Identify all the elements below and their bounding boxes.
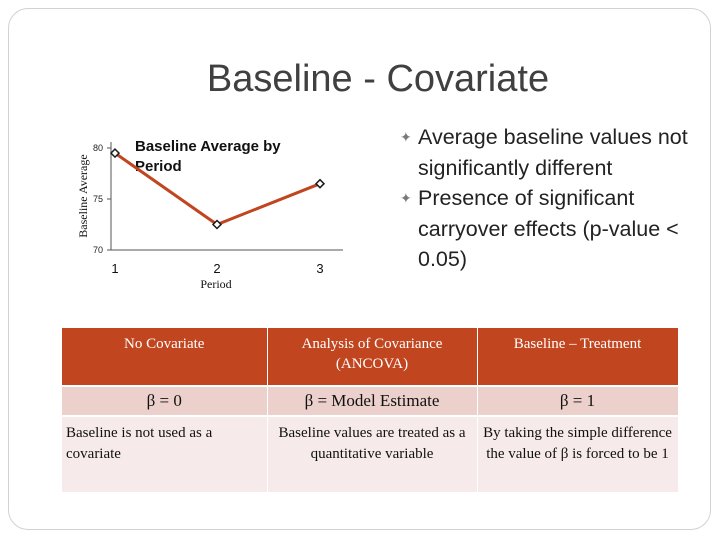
x-tick-label: 2	[213, 261, 221, 276]
chart-title-line-1: Baseline Average by	[135, 138, 281, 155]
y-tick-label: 80	[92, 143, 103, 153]
chart-title-line-2: Period	[135, 158, 182, 175]
desc-cell: Baseline values are treated as a quantitative variable	[267, 416, 477, 492]
data-point	[316, 180, 324, 188]
x-axis-label: Period	[200, 277, 232, 291]
y-tick-label: 70	[92, 245, 103, 255]
header-no-covariate: No Covariate	[62, 328, 267, 386]
beta-cell: β = Model Estimate	[267, 386, 477, 416]
slide-title: Baseline - Covariate	[206, 58, 550, 100]
chart-title	[135, 138, 285, 175]
x-tick-label: 3	[316, 261, 324, 276]
beta-cell: β = 0	[62, 386, 267, 416]
table-header-row	[62, 328, 678, 386]
line-chart	[75, 120, 345, 295]
bullet-item	[400, 122, 700, 183]
bullet-text: Presence of significant carryover effects (p-value < 0.05)	[418, 186, 679, 271]
desc-cell: Baseline is not used as a covariate	[62, 416, 267, 492]
y-tick-label: 75	[92, 194, 103, 204]
comparison-table	[62, 328, 679, 492]
bullet-marker-icon: ✦	[400, 129, 412, 145]
bullet-item	[400, 183, 700, 275]
bullet-marker-icon: ✦	[400, 190, 412, 206]
chart-svg	[75, 120, 345, 295]
table-row	[62, 386, 678, 416]
y-axis-label: Baseline Average	[76, 154, 90, 238]
header-baseline-treatment: Baseline – Treatment	[477, 328, 678, 386]
bullet-list	[400, 122, 700, 275]
header-ancova: Analysis of Covariance (ANCOVA)	[267, 328, 477, 386]
beta-cell: β = 1	[477, 386, 678, 416]
y-ticks	[93, 143, 111, 255]
bullet-text: Average baseline values not significantly different	[418, 125, 688, 180]
desc-cell: By taking the simple difference the value of β is forced to be 1	[477, 416, 678, 492]
table-row	[62, 416, 678, 492]
x-tick-label: 1	[111, 261, 119, 276]
x-ticks	[111, 261, 323, 276]
